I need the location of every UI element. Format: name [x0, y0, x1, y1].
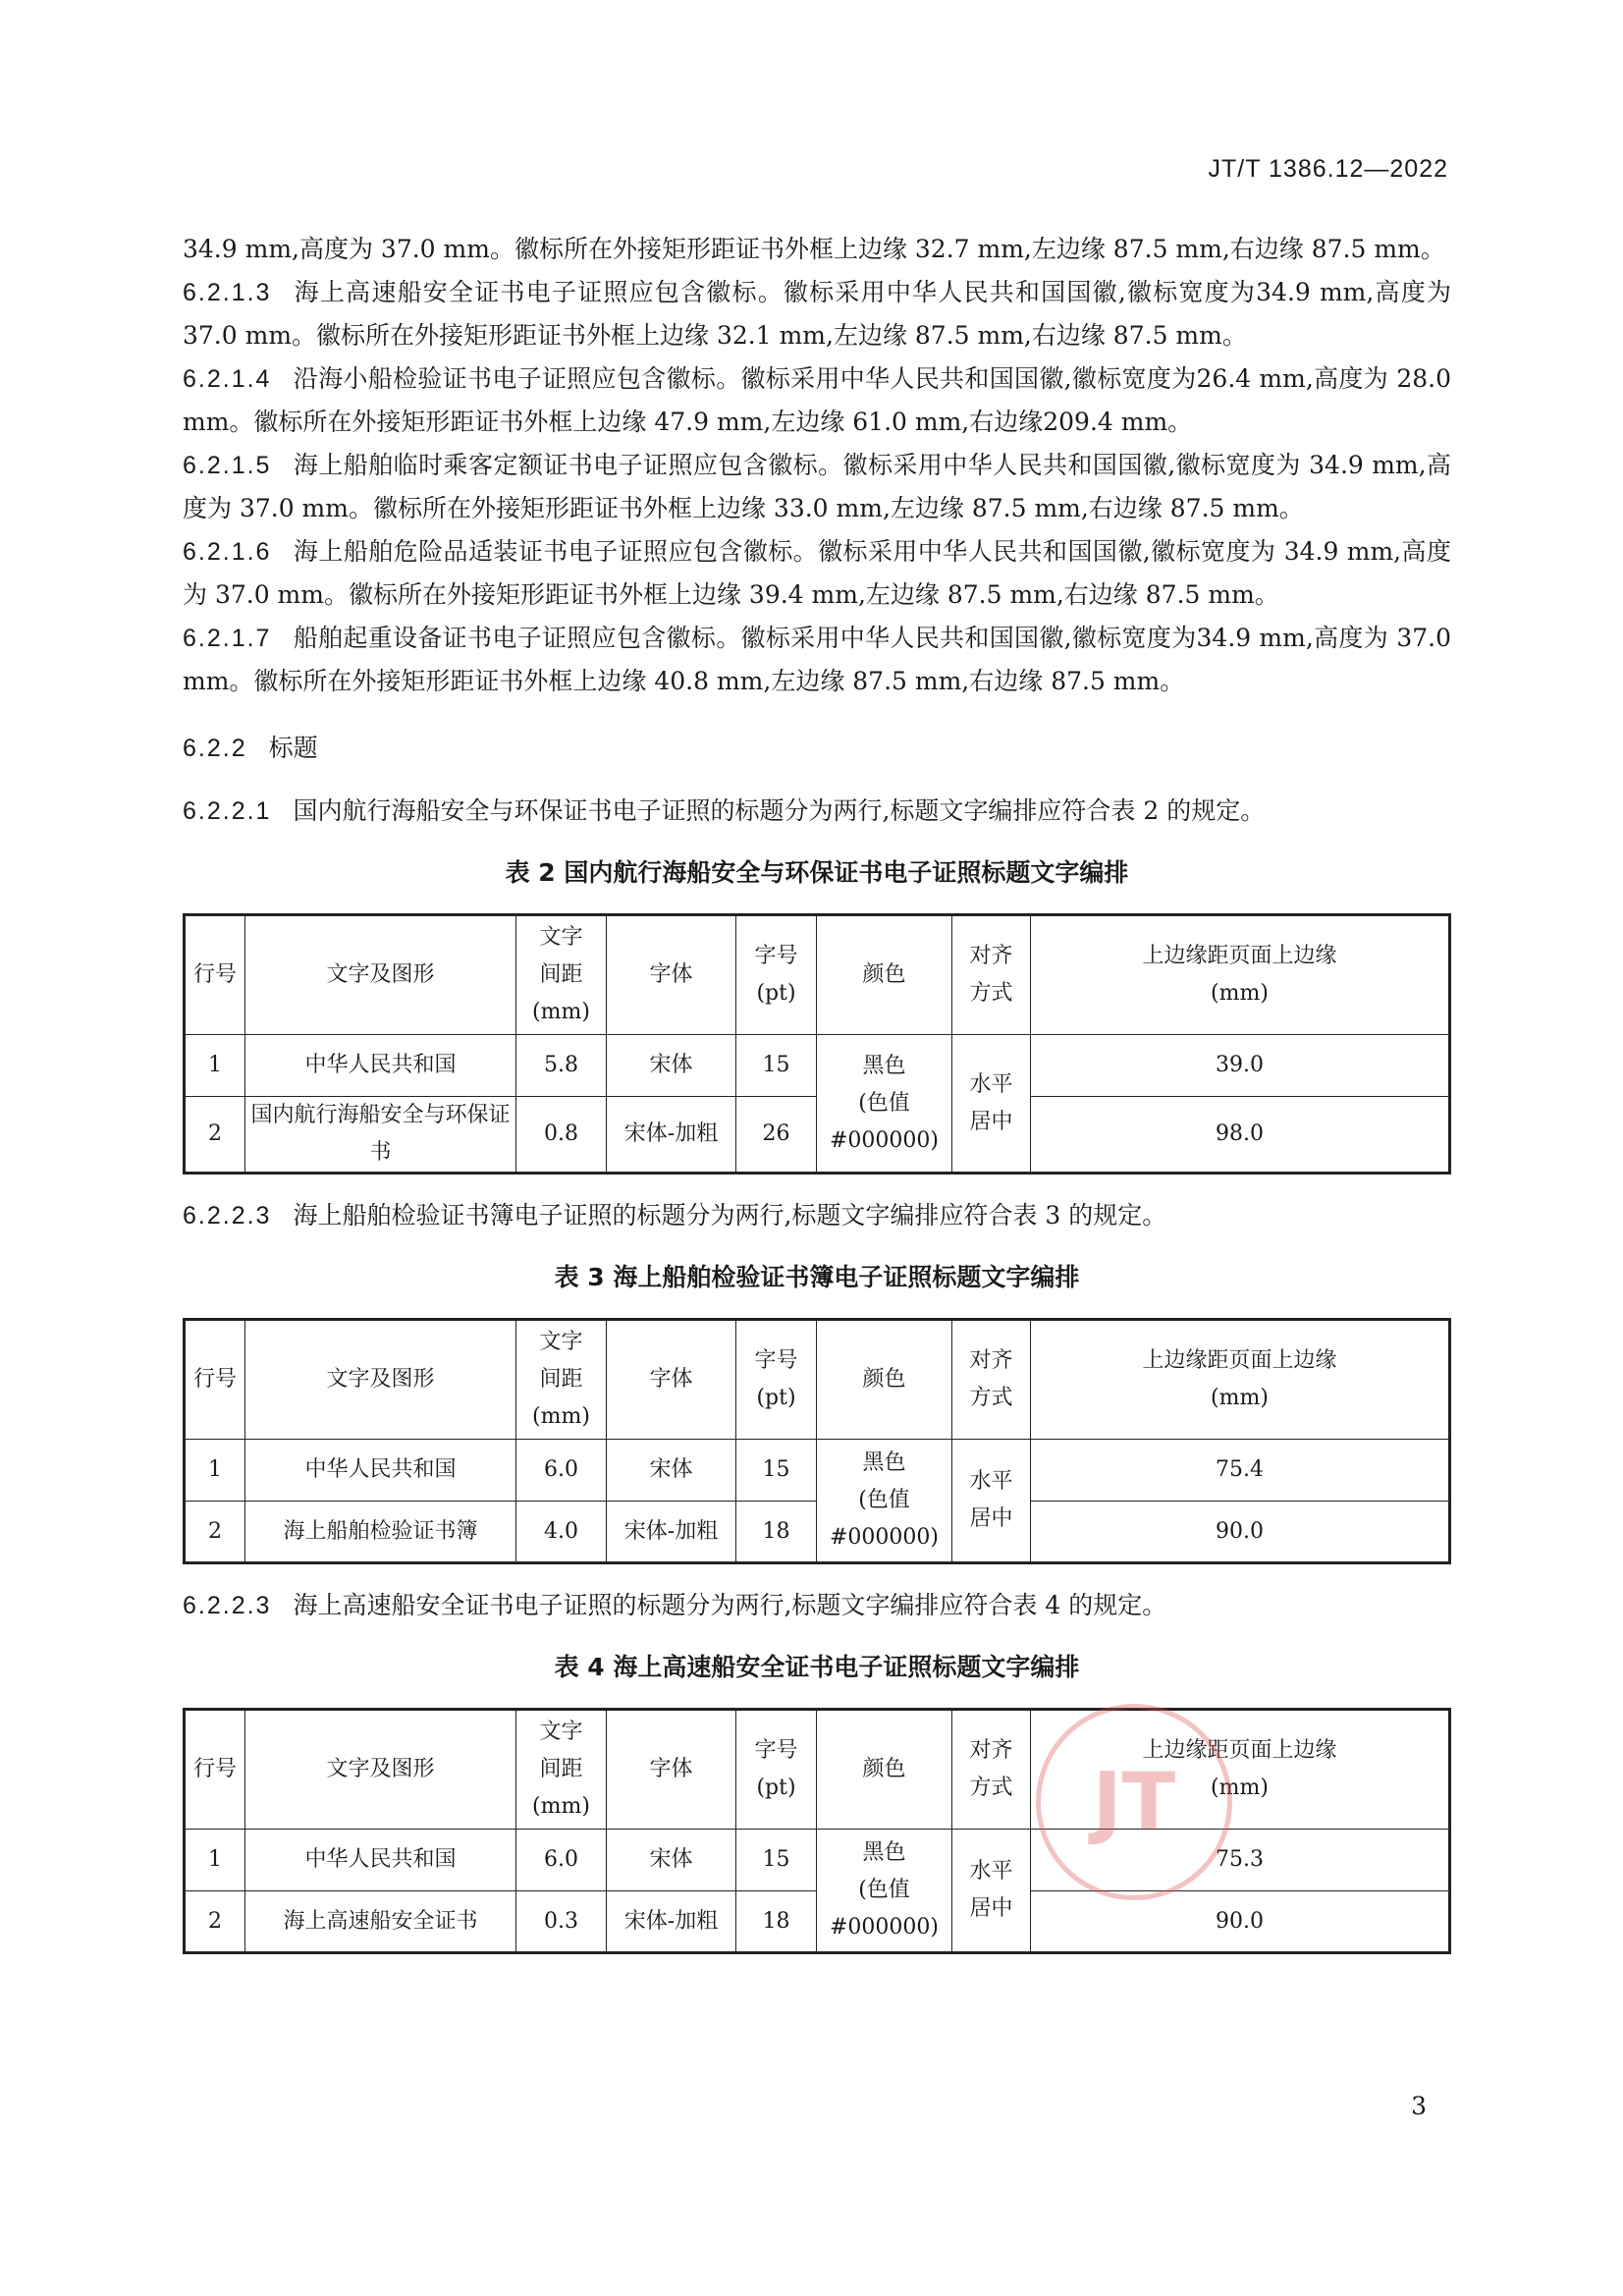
cell-spacing: 6.0	[516, 1440, 607, 1502]
cell-spacing: 4.0	[516, 1502, 607, 1563]
cell-row-no: 1	[185, 1440, 245, 1502]
clause-number: 6.2.1.4	[183, 364, 272, 393]
cell-spacing: 0.3	[516, 1891, 607, 1953]
cell-font: 宋体	[607, 1830, 736, 1891]
clause-text: 海上船舶危险品适装证书电子证照应包含徽标。徽标采用中华人民共和国国徽,徽标宽度为 34.9 mm,高度为 37.0 mm。徽标所在外接矩形距证书外框上边缘 39.4 mm,左边缘 87.5 mm,右边缘 87.5 mm。	[183, 536, 1451, 609]
cell-text: 海上高速船安全证书	[245, 1891, 516, 1953]
clause-number: 6.2.2.1	[183, 797, 272, 825]
clause-number: 6.2.1.3	[183, 278, 272, 306]
clause-text: 船舶起重设备证书电子证照应包含徽标。徽标采用中华人民共和国国徽,徽标宽度为34.9 mm,高度为 37.0 mm。徽标所在外接矩形距证书外框上边缘 40.8 mm,左边缘 87.5 mm,右边缘 87.5 mm。	[183, 623, 1451, 695]
table-header-row	[185, 1710, 1450, 1830]
cell-text: 海上船舶检验证书簿	[245, 1502, 516, 1563]
cell-size: 15	[736, 1830, 817, 1891]
table-caption: 表 3 海上船舶检验证书簿电子证照标题文字编排	[554, 1262, 1080, 1291]
header-top-margin: 上边缘距页面上边缘 (mm)	[1031, 1710, 1450, 1830]
clause-6-2-2-3-b	[183, 1584, 1451, 1628]
header-top-margin: 上边缘距页面上边缘 (mm)	[1031, 915, 1450, 1035]
cell-top-margin: 90.0	[1031, 1891, 1450, 1953]
cell-align: 水平 居中	[952, 1035, 1031, 1174]
page-number: 3	[1411, 2092, 1427, 2120]
header-font: 字体	[607, 1710, 736, 1830]
cell-size: 15	[736, 1035, 817, 1097]
table-row	[185, 1440, 1450, 1502]
cell-font: 宋体-加粗	[607, 1097, 736, 1174]
cell-top-margin: 75.3	[1031, 1830, 1450, 1891]
document-body	[183, 228, 1451, 1954]
header-row-no: 行号	[185, 915, 245, 1035]
cell-spacing: 6.0	[516, 1830, 607, 1891]
cell-text: 国内航行海船安全与环保证书	[245, 1097, 516, 1174]
header-color: 颜色	[817, 1710, 952, 1830]
clause-number: 6.2.2.3	[183, 1202, 272, 1230]
cell-align: 水平 居中	[952, 1830, 1031, 1953]
cell-color: 黑色 (色值#000000)	[817, 1830, 952, 1953]
cell-top-margin: 39.0	[1031, 1035, 1450, 1097]
header-size: 字号 (pt)	[736, 1320, 817, 1440]
clause-number: 6.2.1.7	[183, 624, 272, 652]
clause-6-2-1-5	[183, 444, 1451, 530]
table-2	[183, 913, 1451, 1175]
cell-align: 水平 居中	[952, 1440, 1031, 1563]
clause-text: 海上船舶检验证书簿电子证照的标题分为两行,标题文字编排应符合表 3 的规定。	[293, 1201, 1167, 1230]
header-font: 字体	[607, 915, 736, 1035]
clause-continued	[183, 228, 1451, 271]
cell-row-no: 2	[185, 1502, 245, 1563]
cell-text: 中华人民共和国	[245, 1440, 516, 1502]
cell-top-margin: 90.0	[1031, 1502, 1450, 1563]
clause-number: 6.2.2.3	[183, 1592, 272, 1619]
header-spacing: 文字 间距 (mm)	[516, 1710, 607, 1830]
header-align: 对齐 方式	[952, 1710, 1031, 1830]
cell-top-margin: 75.4	[1031, 1440, 1450, 1502]
cell-font: 宋体-加粗	[607, 1891, 736, 1953]
clause-text: 34.9 mm,高度为 37.0 mm。徽标所在外接矩形距证书外框上边缘 32.7 mm,左边缘 87.5 mm,右边缘 87.5 mm。	[183, 235, 1445, 263]
table-caption: 表 2 国内航行海船安全与环保证书电子证照标题文字编排	[505, 857, 1129, 887]
cell-color: 黑色 (色值#000000)	[817, 1440, 952, 1563]
watermark-stamp: JT	[1036, 1704, 1232, 1900]
header-size: 字号 (pt)	[736, 915, 817, 1035]
cell-size: 26	[736, 1097, 817, 1174]
header-font: 字体	[607, 1320, 736, 1440]
table-header-row	[185, 915, 1450, 1035]
cell-row-no: 1	[185, 1830, 245, 1891]
cell-text: 中华人民共和国	[245, 1830, 516, 1891]
header-spacing: 文字 间距 (mm)	[516, 1320, 607, 1440]
header-align: 对齐 方式	[952, 1320, 1031, 1440]
cell-text: 中华人民共和国	[245, 1035, 516, 1097]
table-3	[183, 1318, 1451, 1564]
header-align: 对齐 方式	[952, 915, 1031, 1035]
header-top-margin: 上边缘距页面上边缘 (mm)	[1031, 1320, 1450, 1440]
cell-row-no: 1	[185, 1035, 245, 1097]
cell-row-no: 2	[185, 1891, 245, 1953]
clause-number: 6.2.1.5	[183, 451, 272, 479]
cell-font: 宋体	[607, 1440, 736, 1502]
header-color: 颜色	[817, 1320, 952, 1440]
clause-6-2-1-7	[183, 617, 1451, 703]
clause-text: 海上高速船安全证书电子证照的标题分为两行,标题文字编排应符合表 4 的规定。	[293, 1591, 1167, 1619]
clause-6-2-2-3-a	[183, 1194, 1451, 1238]
header-text: 文字及图形	[245, 1710, 516, 1830]
table-row	[185, 1035, 1450, 1097]
table-row	[185, 1830, 1450, 1891]
clause-text: 海上船舶临时乘客定额证书电子证照应包含徽标。徽标采用中华人民共和国国徽,徽标宽度为 34.9 mm,高度为 37.0 mm。徽标所在外接矩形距证书外框上边缘 33.0 mm,左边缘 87.5 mm,右边缘 87.5 mm。	[183, 450, 1451, 522]
header-spacing: 文字 间距 (mm)	[516, 915, 607, 1035]
cell-font: 宋体-加粗	[607, 1502, 736, 1563]
cell-top-margin: 98.0	[1031, 1097, 1450, 1174]
clause-text: 海上高速船安全证书电子证照应包含徽标。徽标采用中华人民共和国国徽,徽标宽度为34.9 mm,高度为 37.0 mm。徽标所在外接矩形距证书外框上边缘 32.1 mm,左边缘 87.5 mm,右边缘 87.5 mm。	[183, 277, 1451, 350]
cell-font: 宋体	[607, 1035, 736, 1097]
header-text: 文字及图形	[245, 1320, 516, 1440]
clause-6-2-1-3	[183, 271, 1451, 357]
header-size: 字号 (pt)	[736, 1710, 817, 1830]
clause-6-2-2-1	[183, 790, 1451, 834]
cell-size: 18	[736, 1502, 817, 1563]
table-header-row	[185, 1320, 1450, 1440]
cell-size: 18	[736, 1891, 817, 1953]
cell-color: 黑色 (色值#000000)	[817, 1035, 952, 1174]
header-text: 文字及图形	[245, 915, 516, 1035]
clause-6-2-1-6	[183, 530, 1451, 617]
header-row-no: 行号	[185, 1320, 245, 1440]
section-number: 6.2.2	[183, 734, 247, 762]
table-caption: 表 4 海上高速船安全证书电子证照标题文字编排	[554, 1652, 1080, 1681]
standard-code: JT/T 1386.12—2022	[1208, 155, 1448, 183]
cell-size: 15	[736, 1440, 817, 1502]
cell-spacing: 5.8	[516, 1035, 607, 1097]
section-title: 标题	[268, 733, 318, 762]
table-4	[183, 1708, 1451, 1954]
clause-text: 国内航行海船安全与环保证书电子证照的标题分为两行,标题文字编排应符合表 2 的规定。	[293, 796, 1266, 825]
header-color: 颜色	[817, 915, 952, 1035]
header-row-no: 行号	[185, 1710, 245, 1830]
cell-row-no: 2	[185, 1097, 245, 1174]
cell-spacing: 0.8	[516, 1097, 607, 1174]
clause-text: 沿海小船检验证书电子证照应包含徽标。徽标采用中华人民共和国国徽,徽标宽度为26.4 mm,高度为 28.0 mm。徽标所在外接矩形距证书外框上边缘 47.9 mm,左边缘 61.0 mm,右边缘209.4 mm。	[183, 363, 1451, 436]
clause-6-2-1-4	[183, 357, 1451, 444]
section-heading	[183, 727, 1451, 771]
clause-number: 6.2.1.6	[183, 537, 272, 566]
